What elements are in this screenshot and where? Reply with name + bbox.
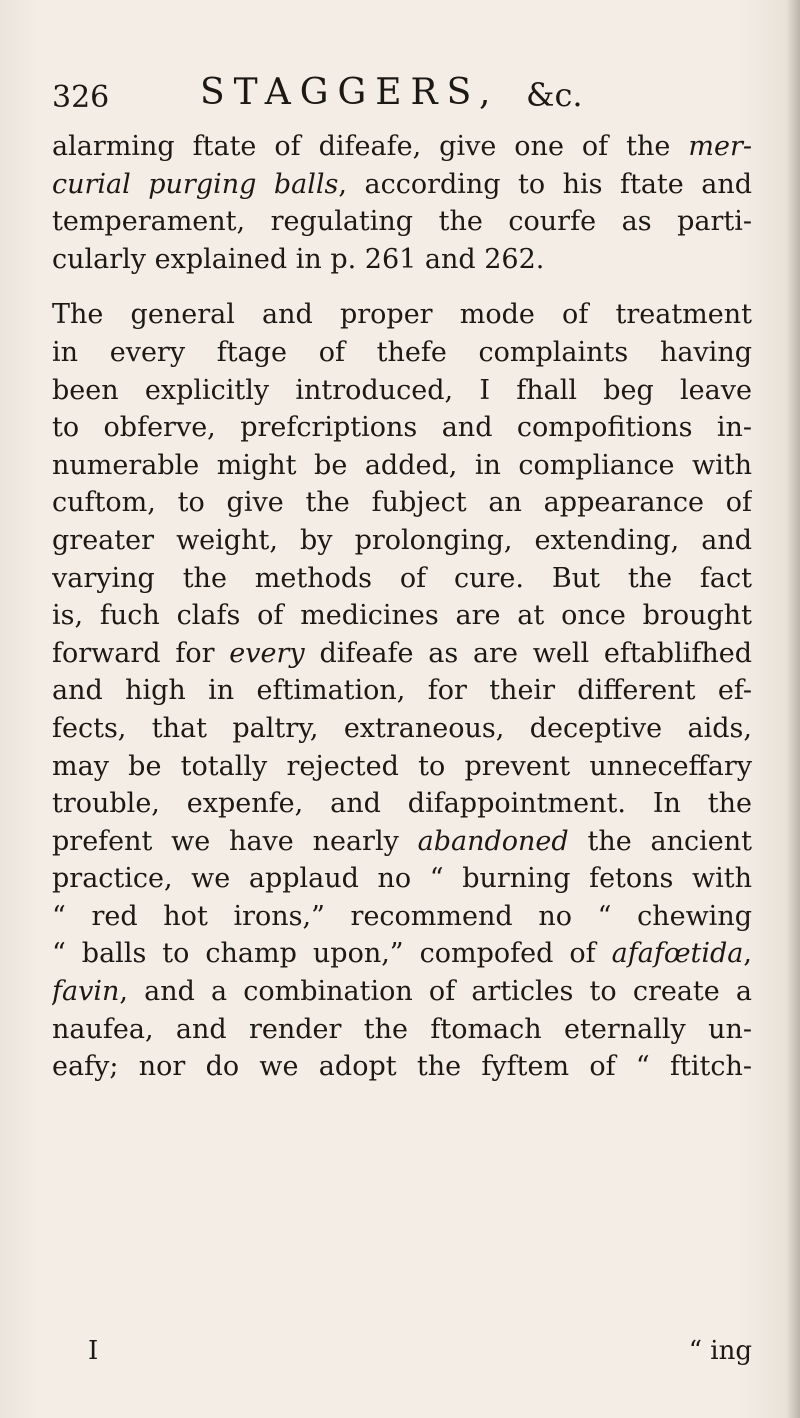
text-line: to obferve, prefcriptions and compofitions in- <box>52 412 752 444</box>
text-line: eafy; nor do we adopt the fyftem of “ ftitch- <box>52 1051 752 1083</box>
running-title: STAGGERS, <box>200 72 500 113</box>
text-line: “ balls to champ upon,” compofed of afafœtida, <box>52 938 752 970</box>
text-line: naufea, and render the ftomach eternally un- <box>52 1013 752 1045</box>
text-line: forward for every difeafe as are well eftablifhed <box>52 637 752 669</box>
text-line: alarming ftate of difeafe, give one of the mer- <box>52 131 752 162</box>
body-text <box>52 128 752 1086</box>
page-edge-shadow <box>786 0 800 1418</box>
text-line: temperament, regulating the courfe as parti- <box>52 206 752 238</box>
text-line: curial purging balls, according to his ftate and <box>52 168 752 200</box>
running-head <box>52 72 752 118</box>
text-line: may be totally rejected to prevent unneceffary <box>52 750 752 782</box>
footer-row <box>52 1336 752 1376</box>
paragraph-gap <box>52 278 752 296</box>
text-line: practice, we applaud no “ burning fetons with <box>52 863 752 895</box>
text-line: greater weight, by prolonging, extending, and <box>52 524 752 556</box>
text-line: prefent we have nearly abandoned the ancient <box>52 825 752 857</box>
page-number: 326 <box>52 80 110 115</box>
text-line: The general and proper mode of treatment <box>52 299 752 331</box>
running-title-etc: &c. <box>526 76 583 114</box>
catchword: “ ing <box>688 1336 752 1366</box>
text-line: cuftom, to give the fubject an appearance of <box>52 487 752 519</box>
text-line: in every ftage of thefe complaints having <box>52 336 752 368</box>
text-line: and high in eftimation, for their different ef- <box>52 675 752 707</box>
text-line: trouble, expenfe, and difappointment. In the <box>52 788 752 820</box>
text-line: favin, and a combination of articles to create a <box>52 976 752 1008</box>
text-line: cularly explained in p. 261 and 262. <box>52 243 545 275</box>
paragraph-2 <box>52 296 752 1085</box>
text-line: is, fuch clafs of medicines are at once brought <box>52 600 752 632</box>
text-line: varying the methods of cure. But the fact <box>52 562 752 594</box>
text-line: “ red hot irons,” recommend no “ chewing <box>52 900 752 932</box>
paragraph-1 <box>52 128 752 278</box>
text-line: fects, that paltry, extraneous, deceptive aids, <box>52 712 752 744</box>
text-line: been explicitly introduced, I fhall beg leave <box>52 374 752 406</box>
signature-mark: I <box>88 1336 99 1366</box>
text-line: numerable might be added, in compliance with <box>52 449 752 481</box>
